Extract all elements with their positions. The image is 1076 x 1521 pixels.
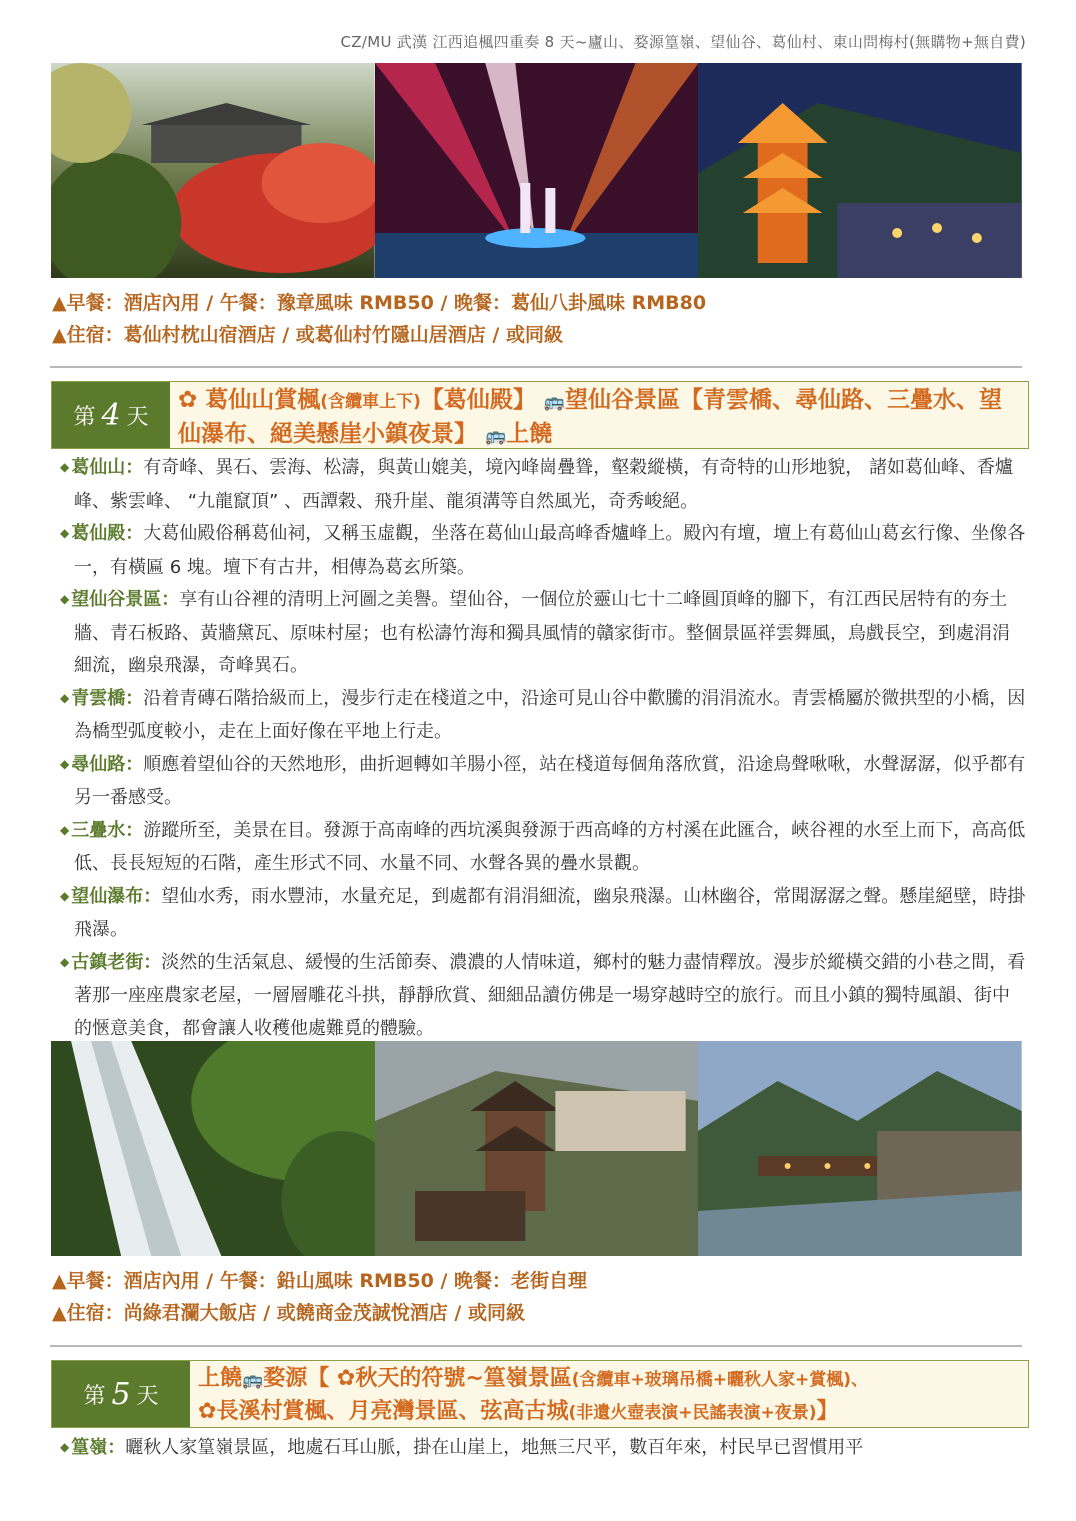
diamond-bullet-icon: ◆ <box>60 526 70 540</box>
attraction-item <box>52 749 1027 815</box>
attraction-text: 大葛仙殿俗稱葛仙祠，又稱玉虛觀，坐落在葛仙山最高峰香爐峰上。殿內有壇，壇上有葛仙山葛玄行像、坐像各一，有橫匾 6 塊。壇下有古井，相傳為葛玄所築。 <box>74 523 1026 578</box>
day4-meals-block <box>52 1265 587 1329</box>
attraction-name: 望仙瀑布： <box>71 885 162 907</box>
day5-banner <box>51 1360 1029 1428</box>
day4-label <box>52 382 170 448</box>
bus-icon: 🚌 <box>485 426 507 446</box>
title-segment: 秋天的符號~篁嶺景區 <box>355 1366 572 1391</box>
day4-banner <box>51 381 1029 449</box>
attraction-item <box>52 1432 1027 1466</box>
title-note: (含纜車上下) <box>320 392 421 412</box>
day3-hotel: ▲住宿：葛仙村枕山宿酒店 / 或葛仙村竹隱山居酒店 / 或同級 <box>52 324 563 346</box>
attraction-item <box>52 815 1027 881</box>
attraction-item <box>52 881 1027 947</box>
title-segment: 上饒 <box>198 1366 243 1391</box>
photo-row-bottom <box>51 1041 1022 1256</box>
diamond-bullet-icon: ◆ <box>60 954 70 969</box>
title-segment: 上饒 <box>506 421 553 447</box>
attraction-name: 青雲橋： <box>71 687 144 709</box>
day4-title <box>170 382 1028 448</box>
diamond-bullet-icon: ◆ <box>60 592 70 606</box>
attraction-text: 享有山谷裡的清明上河圖之美譽。望仙谷，一個位於靈山七十二峰圓頂峰的腳下，有江西民居特有的夯土牆、青石板路、黃牆黛瓦、原味村屋；也有松濤竹海和獨具風情的贛家街市。整個景區祥雲舞風，鳥戲長空，到處涓涓細流，幽泉飛瀑，奇峰異石。 <box>74 589 1010 676</box>
attraction-text: 游蹤所至，美景在目。發源于高南峰的西坑溪與發源于西高峰的方村溪在此匯合，峽谷裡的水至上而下，高高低低、長長短短的石階，產生形式不同、水量不同、水聲各異的疊水景觀。 <box>74 819 1026 874</box>
title-note: (含纜車+玻璃吊橋+曬秋人家+賞楓)、 <box>571 1370 869 1390</box>
title-segment: 長溪村賞楓、月亮灣景區、弦高古城 <box>216 1399 569 1424</box>
maple-leaf-icon: ✿ <box>178 387 198 413</box>
attraction-text: 有奇峰、異石、雲海、松濤，與黃山媲美，境內峰崗疊聳，壑穀縱橫，有奇特的山形地貌， 諸如葛仙峰、香爐峰、紫雲峰、 “九龍竄頂” 、西譚穀、飛升崖、龍須溝等自然風光，奇秀峻絕。 <box>74 457 1013 512</box>
document-header: CZ/MU 武漢 江西追楓四重奏 8 天~廬山、婺源篁嶺、望仙谷、葛仙村、東山問梅村(無購物+無自費) <box>340 33 1026 51</box>
day5-label <box>52 1361 190 1427</box>
divider <box>50 366 1022 368</box>
attraction-name: 古鎮老街： <box>71 951 162 973</box>
title-segment: 葛仙山賞楓 <box>205 387 321 413</box>
day5-title <box>190 1361 1028 1427</box>
diamond-bullet-icon: ◆ <box>60 1440 70 1454</box>
attraction-name: 篁嶺： <box>71 1437 126 1458</box>
diamond-bullet-icon: ◆ <box>60 756 70 771</box>
day-number: 4 <box>101 397 121 433</box>
attraction-name: 望仙谷景區： <box>71 589 180 610</box>
maple-leaf-icon: ✿ <box>336 1366 356 1391</box>
attraction-text: 淡然的生活氣息、緩慢的生活節奏、濃濃的人情味道，鄉村的魅力盡情釋放。漫步於縱橫交錯的小巷之間，看著那一座座農家老屋，一層層雕花斗拱，靜靜欣賞、細細品讀仿佛是一場穿越時空的旅行。而且小鎮的獨特風韻、街中的愜意美食，都會讓人收穫他處難覓的體驗。 <box>74 951 1026 1039</box>
day-prefix: 第 <box>83 1383 106 1409</box>
title-segment: 望仙谷景區【青雲橋、尋仙路、三疊水、望仙瀑布、絕美懸崖小鎮夜景】 <box>178 387 1003 447</box>
attraction-text: 曬秋人家篁嶺景區，地處石耳山脈，掛在山崖上，地無三尺平，數百年來，村民早已習慣用平 <box>125 1437 864 1458</box>
title-segment: 婺源【 <box>263 1366 330 1391</box>
day-prefix: 第 <box>73 404 96 430</box>
diamond-bullet-icon: ◆ <box>60 460 70 474</box>
photo-row-top <box>51 63 1022 278</box>
title-segment: 【葛仙殿】 <box>420 387 536 413</box>
photo-waterfall <box>51 1041 375 1256</box>
photo-night-pagoda <box>698 63 1022 278</box>
attraction-name: 葛仙山： <box>71 457 144 478</box>
diamond-bullet-icon: ◆ <box>60 690 70 705</box>
diamond-bullet-icon: ◆ <box>60 888 70 903</box>
attraction-item <box>52 947 1027 1046</box>
maple-leaf-icon: ✿ <box>198 1399 217 1424</box>
day4-hotel: ▲住宿：尚綠君瀾大飯店 / 或饒商金茂誠悅酒店 / 或同級 <box>52 1302 525 1324</box>
day5-attraction-list <box>52 1432 1027 1466</box>
day-number: 5 <box>111 1376 131 1412</box>
diamond-bullet-icon: ◆ <box>60 822 70 837</box>
divider <box>50 1345 1022 1347</box>
photo-cliff-town <box>375 1041 699 1256</box>
day4-meals: ▲早餐：酒店內用 / 午餐：鉛山風味 RMB50 / 晚餐：老街自理 <box>52 1270 588 1292</box>
day3-meals-block <box>52 287 706 351</box>
attraction-text: 順應着望仙谷的天然地形，曲折迴轉如羊腸小徑，站在棧道每個角落欣賞，沿途鳥聲啾啾，水聲潺潺，似乎都有另一番感受。 <box>74 753 1026 808</box>
day-suffix: 天 <box>136 1383 159 1409</box>
attraction-text: 望仙水秀，雨水豐沛，水量充足，到處都有涓涓細流，幽泉飛瀑。山林幽谷，常聞潺潺之聲。懸崖絕壁，時掛飛瀑。 <box>74 885 1026 940</box>
attraction-name: 三疊水： <box>71 819 144 841</box>
attraction-name: 尋仙路： <box>71 753 144 775</box>
title-segment: 】 <box>816 1399 839 1424</box>
attraction-item <box>52 518 1027 584</box>
day3-meals: ▲早餐：酒店內用 / 午餐：豫章風味 RMB50 / 晚餐：葛仙八卦風味 RMB80 <box>52 292 707 314</box>
bus-icon: 🚌 <box>242 1370 264 1390</box>
photo-autumn-village <box>51 63 375 278</box>
attraction-text: 沿着青磚石階拾級而上，漫步行走在棧道之中，沿途可見山谷中歡騰的涓涓流水。青雲橋屬於微拱型的小橋，因為橋型弧度較小，走在上面好像在平地上行走。 <box>74 687 1026 742</box>
day4-attraction-list <box>52 452 1027 1045</box>
title-note: (非遺火壺表演+民謠表演+夜景) <box>568 1403 817 1423</box>
attraction-name: 葛仙殿： <box>71 523 144 544</box>
photo-river-village-dusk <box>698 1041 1022 1256</box>
day-suffix: 天 <box>126 404 149 430</box>
attraction-item <box>52 584 1027 683</box>
photo-stage-show <box>375 63 699 278</box>
attraction-item <box>52 683 1027 749</box>
bus-icon: 🚌 <box>543 392 566 412</box>
attraction-item <box>52 452 1027 518</box>
